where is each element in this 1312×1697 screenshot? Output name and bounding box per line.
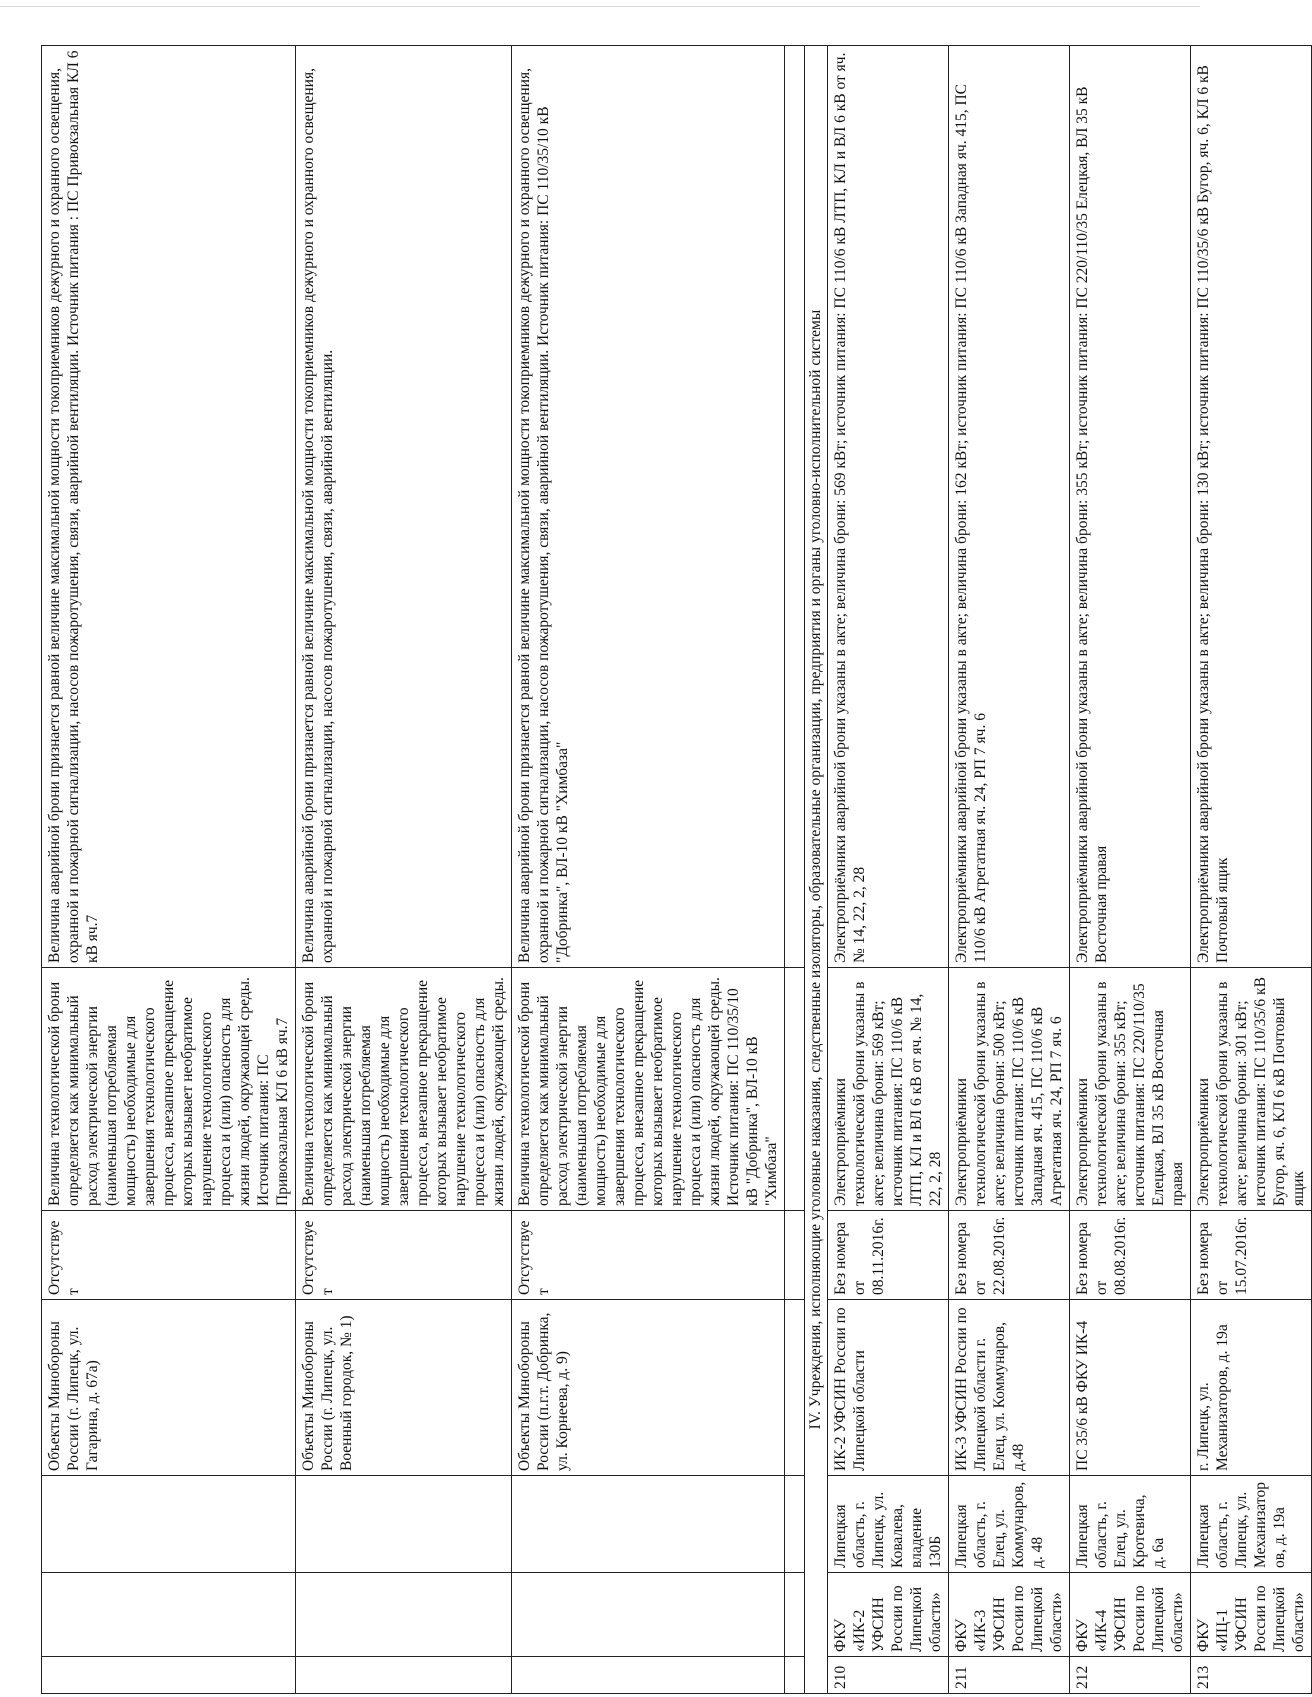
emergency-reserve-cell: Электроприёмники аварийной брони указаны в акте; величина брони: 130 кВт; источник питания: ПС 110/35/6 кВ Бугор, яч. 6, КЛ 6 кВ Почтовый ящик xyxy=(1191,46,1312,968)
table-row xyxy=(949,46,1070,1694)
table-row xyxy=(296,46,512,1694)
organization-address: Липецкая область, г. Липецк, ул. Механизаторов, д. 19а xyxy=(1191,1476,1312,1573)
act-cell: Без номера от 15.07.2016г. xyxy=(1191,1211,1312,1300)
row-number: 213 xyxy=(1191,1657,1312,1694)
tech-reserve-cell: Величина технологической брони определяется как минимальный расход электрической энергии (наименьшая потребляемая мощность) необходимые для завершения технологического процесса, внезапное прекращение которых вызывает необратимое нарушение технологического процесса и (или) опасность для жизни людей, окружающей среды. Источник питания: ПС 110/35/10 кВ "Добринка", ВЛ-10 кВ "Химбаза" xyxy=(512,968,785,1211)
row-number: 210 xyxy=(828,1657,949,1694)
object-cell: ИК-2 УФСИН России по Липецкой области xyxy=(828,1300,949,1476)
object-cell: ПС 35/6 кВ ФКУ ИК-4 xyxy=(1070,1300,1191,1476)
organization-name: ФКУ «ИК-3 УФСИН России по Липецкой области» xyxy=(949,1573,1070,1657)
row-number: 212 xyxy=(1070,1657,1191,1694)
row-number: 211 xyxy=(949,1657,1070,1694)
object-cell: Объекты Минобороны России (г. Липецк, ул. Военный городок, № 1) xyxy=(296,1300,512,1476)
emergency-reserve-cell: Электроприёмники аварийной брони указаны в акте; величина брони: 355 кВт; источник питания: ПС 220/110/35 Елецкая, ВЛ 35 кВ Восточная правая xyxy=(1070,46,1191,968)
emergency-reserve-cell: Величина аварийной брони признается равной величине максимальной мощности токоприемников дежурного и охранного освещения, охранной и пожарной сигнализации, насосов пожаротушения, связи, аварийной вентиляции. xyxy=(296,46,512,968)
table-row xyxy=(1191,46,1312,1694)
act-cell: Отсутствует xyxy=(512,1211,785,1300)
act-cell: Без номера от 08.11.2016г. xyxy=(828,1211,949,1300)
object-cell: г. Липецк, ул. Механизаторов, д. 19а xyxy=(1191,1300,1312,1476)
act-cell: Отсутствует xyxy=(296,1211,512,1300)
act-cell: Без номера от 22.08.2016г. xyxy=(949,1211,1070,1300)
organization-address: Липецкая область, г. Елец, ул. Кротевича, д. 6а xyxy=(1070,1476,1191,1573)
table-row xyxy=(828,46,949,1694)
rotated-page xyxy=(41,46,1307,1694)
organization-address: Липецкая область, г. Елец, ул. Коммунаров, д. 48 xyxy=(949,1476,1070,1573)
organization-name: ФКУ «ИК-2 УФСИН России по Липецкой области» xyxy=(828,1573,949,1657)
table-row xyxy=(1070,46,1191,1694)
tech-reserve-cell: Электроприёмники технологической брони указаны в акте; величина брони: 355 кВт; источник питания: ПС 220/110/35 Елецкая, ВЛ 35 кВ Восточная правая xyxy=(1070,968,1191,1211)
organization-name: ФКУ «ИК-4 УФСИН России по Липецкой области» xyxy=(1070,1573,1191,1657)
table-row xyxy=(512,46,785,1694)
reservation-table xyxy=(41,45,1312,1694)
emergency-reserve-cell: Величина аварийной брони признается равной величине максимальной мощности токоприемников дежурного и охранного освещения, охранной и пожарной сигнализации, насосов пожаротушения, связи, аварийной вентиляции. Источник питания : ПС Привокзальная КЛ 6 кВ яч.7 xyxy=(42,46,296,968)
emergency-reserve-cell: Величина аварийной брони признается равной величине максимальной мощности токоприемников дежурного и охранного освещения, охранной и пожарной сигнализации, насосов пожаротушения, связи, аварийной вентиляции. Источник питания: ПС 110/35/10 кВ "Добринка", ВЛ-10 кВ "Химбаза" xyxy=(512,46,785,968)
emergency-reserve-cell: Электроприёмники аварийной брони указаны в акте; величина брони: 162 кВт; источник питания: ПС 110/6 кВ Западная яч. 415, ПС 110/6 кВ Агрегатная яч. 24, РП 7 яч. 6 xyxy=(949,46,1070,968)
section-heading: IV. Учреждения, исполняющие уголовные наказания, следственные изоляторы, образовательные организации, предприятия и органы уголовно-исполнительной системы xyxy=(805,46,828,1694)
tech-reserve-cell: Электроприёмники технологической брони указаны в акте; величина брони: 500 кВт; источник питания: ПС 110/6 кВ Западная яч. 415, ПС 110/6 кВ Агрегатная яч. 24, РП 7 яч. 6 xyxy=(949,968,1070,1211)
table-row xyxy=(42,46,296,1694)
object-cell: Объекты Минобороны России (п.г.т. Добринка, ул. Корнеева, д. 9) xyxy=(512,1300,785,1476)
object-cell: ИК-3 УФСИН России по Липецкой области г. Елец, ул. Коммунаров, д.48 xyxy=(949,1300,1070,1476)
tech-reserve-cell: Величина технологической брони определяется как минимальный расход электрической энергии (наименьшая потребляемая мощность) необходимые для завершения технологического процесса, внезапное прекращение которых вызывает необратимое нарушение технологического процесса и (или) опасность для жизни людей, окружающей среды. Источник питания: ПС Привокзальная КЛ 6 кВ яч.7 xyxy=(42,968,296,1211)
tech-reserve-cell: Величина технологической брони определяется как минимальный расход электрической энергии (наименьшая потребляемая мощность) необходимые для завершения технологического процесса, внезапное прекращение которых вызывает необратимое нарушение технологического процесса и (или) опасность для жизни людей, окружающей среды. xyxy=(296,968,512,1211)
organization-address: Липецкая область, г. Липецк, ул. Ковалева, владение 130Б xyxy=(828,1476,949,1573)
act-cell: Без номера от 08.08.2016г. xyxy=(1070,1211,1191,1300)
object-cell: Объекты Минобороны России (г. Липецк, ул. Гагарина, д. 67а) xyxy=(42,1300,296,1476)
tech-reserve-cell: Электроприёмники технологической брони указаны в акте; величина брони: 569 кВт; источник питания: ПС 110/6 кВ ЛТП, КЛ и ВЛ 6 кВ от яч. № 14, 22, 2, 28 xyxy=(828,968,949,1211)
section-heading-row xyxy=(805,46,828,1694)
scan-edge-line xyxy=(0,6,1200,7)
act-cell: Отсутствует xyxy=(42,1211,296,1300)
tech-reserve-cell: Электроприёмники технологической брони указаны в акте; величина брони: 301 кВт; источник питания: ПС 110/35/6 кВ Бугор, яч. 6, КЛ 6 кВ Почтовый ящик xyxy=(1191,968,1312,1211)
emergency-reserve-cell: Электроприёмники аварийной брони указаны в акте; величина брони: 569 кВт; источник питания: ПС 110/6 кВ ЛТП, КЛ и ВЛ 6 кВ от яч. № 14, 22, 2, 28 xyxy=(828,46,949,968)
organization-name: ФКУ «ИЦ-1 УФСИН России по Липецкой области» xyxy=(1191,1573,1312,1657)
separator-row xyxy=(785,46,805,1694)
